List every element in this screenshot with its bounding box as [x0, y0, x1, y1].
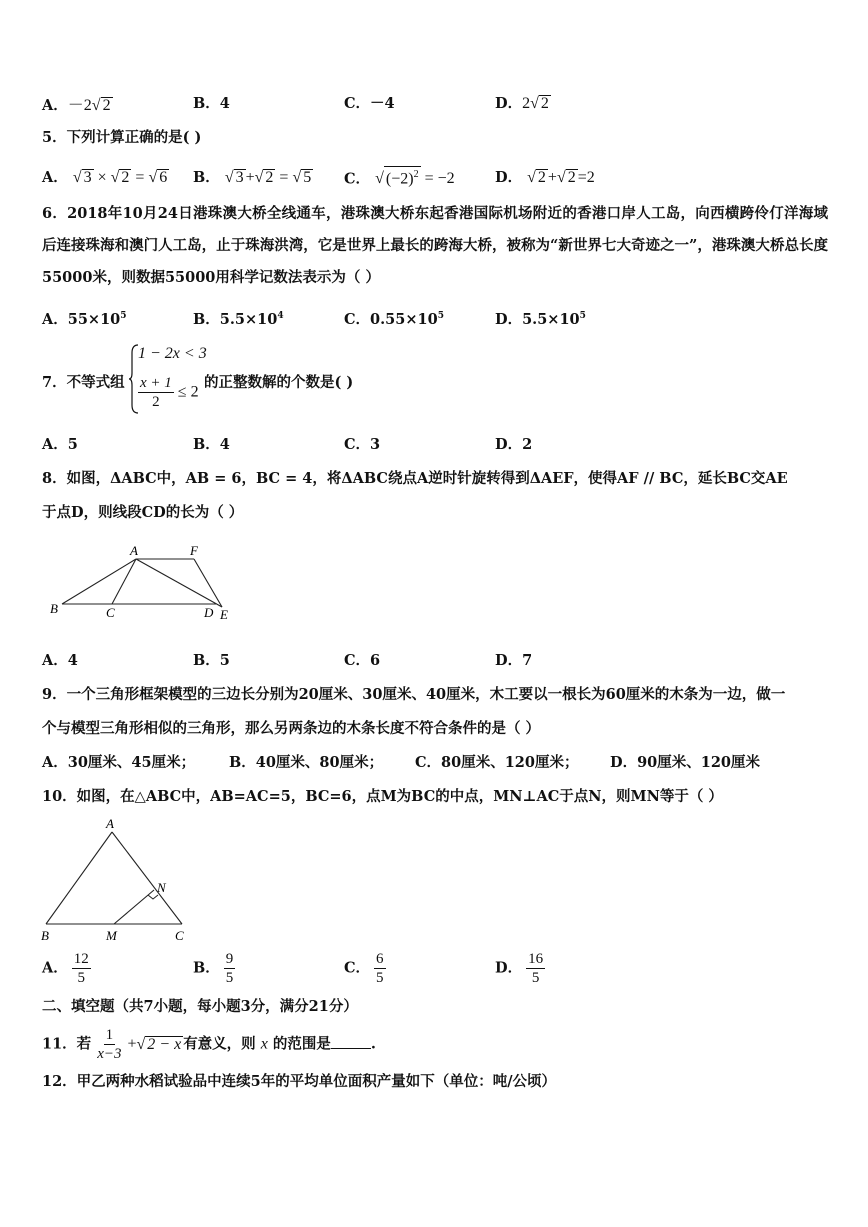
- q6-option-a: A．$55\times 10^5$: [42, 311, 127, 328]
- q11-stem: 11．若 $\frac{1}{x-3}$ +√ 2 − x 有意义，则 x 的范围是 .: [42, 1027, 376, 1062]
- q7-option-b: B．4: [193, 436, 230, 453]
- q4-option-b: B．4: [193, 95, 230, 112]
- q8-line1: 8．如图，ΔABC中，AB = 6，BC = 4，将ΔABC绕点A逆时针旋转得到ΔAEF，使得AF // BC，延长BC交AE: [42, 470, 788, 487]
- q5-option-c: C． √ $(-2)^2 = -2$: [344, 166, 455, 188]
- q8-figure: [44, 540, 244, 624]
- q12-stem: 12．甲乙两种水稻试验品中连续5年的平均单位面积产量如下（单位：吨/公顷）: [42, 1073, 557, 1090]
- q6-option-b: B．$5.5\times 10^4$: [193, 311, 284, 328]
- q8-label-d: D: [204, 605, 214, 620]
- q7-row1: 1 − 2x < 3: [138, 345, 207, 362]
- q8-option-d: D．7: [495, 652, 533, 669]
- q5-option-a: A． √ 3 × √ 2 = √ 6: [42, 169, 168, 186]
- q8-label-a: A: [130, 543, 138, 558]
- q10-option-a: A． $\frac{12}{5}$: [42, 951, 89, 986]
- q8-label-b: B: [50, 601, 58, 616]
- q10-label-c: C: [175, 928, 184, 943]
- q4-option-d: D．2√ 2: [495, 95, 549, 112]
- q8-label-c: C: [106, 605, 115, 620]
- q8-label-e: E: [220, 607, 228, 622]
- q5-option-d: D． √ 2 +√ 2 =2: [495, 169, 595, 186]
- q7-suffix: 的正整数解的个数是( ): [204, 374, 354, 391]
- q6-stem: 6．2018年10月24日港珠澳大桥全线通车，港珠澳大桥东起香港国际机场附近的香港口岸人工岛，向西横跨伶仃洋海域后连接珠海和澳门人工岛，止于珠海洪湾，它是世界上最长的跨海大桥，被称为“新世界七大奇迹之一”，港珠澳大桥总长度55000米，则数据55000用科学记数法表示为（ ）: [42, 205, 828, 286]
- q8-label-f: F: [190, 543, 198, 558]
- q5-stem: 5．下列计算正确的是( ): [42, 129, 202, 146]
- q9-line1: 9．一个三角形框架模型的三边长分别为20厘米、30厘米、40厘米，木工要以一根长为60厘米的木条为一边，做一: [42, 686, 786, 703]
- q9-option-d: D．90厘米、120厘米: [610, 754, 761, 771]
- q8-option-b: B．5: [193, 652, 230, 669]
- q10-label-a: A: [106, 816, 114, 831]
- q10-label-n: N: [157, 880, 166, 895]
- q8-line2: 于点D，则线段CD的长为（ ）: [42, 504, 244, 521]
- q10-label-b: B: [41, 928, 49, 943]
- q6-option-d: D．$5.5\times 10^5$: [495, 311, 586, 328]
- q10-option-c: C． $\frac{6}{5}$: [344, 951, 384, 986]
- q7-row2: $\frac{x + 1}{2}$ ≤ 2: [140, 375, 199, 410]
- q7-option-c: C．3: [344, 436, 381, 453]
- section-heading: 二、填空题（共7小题，每小题3分，满分21分）: [42, 998, 358, 1015]
- q7-option-d: D．2: [495, 436, 533, 453]
- q7-option-a: A．5: [42, 436, 78, 453]
- q11-answer-blank[interactable]: [331, 1034, 371, 1049]
- q10-option-b: B． $\frac{9}{5}$: [193, 951, 234, 986]
- q9-line2: 个与模型三角形相似的三角形，那么另两条边的木条长度不符合条件的是（ ）: [42, 720, 541, 737]
- q10-figure: [36, 814, 196, 946]
- q10-option-d: D． $\frac{16}{5}$: [495, 951, 544, 986]
- q9-option-b: B．40厘米、80厘米；: [229, 754, 384, 771]
- q4-option-c: C．－4: [344, 95, 395, 112]
- q5-option-b: B． √ 3 +√ 2 = √ 5: [193, 169, 312, 186]
- q9-option-c: C．80厘米、120厘米；: [415, 754, 579, 771]
- q8-option-a: A．4: [42, 652, 78, 669]
- q8-option-c: C．6: [344, 652, 381, 669]
- q6-option-c: C．$0.55\times 10^5$: [344, 311, 444, 328]
- q4-option-a: A．－2√ 2: [42, 97, 111, 114]
- q10-stem: 10．如图，在△ABC中，AB=AC=5，BC=6，点M为BC的中点，MN⊥AC于点N，则MN等于（ ）: [42, 788, 723, 805]
- q10-label-m: M: [106, 928, 117, 943]
- q7-prefix: 7．不等式组: [42, 374, 125, 391]
- q9-option-a: A．30厘米、45厘米；: [42, 754, 196, 771]
